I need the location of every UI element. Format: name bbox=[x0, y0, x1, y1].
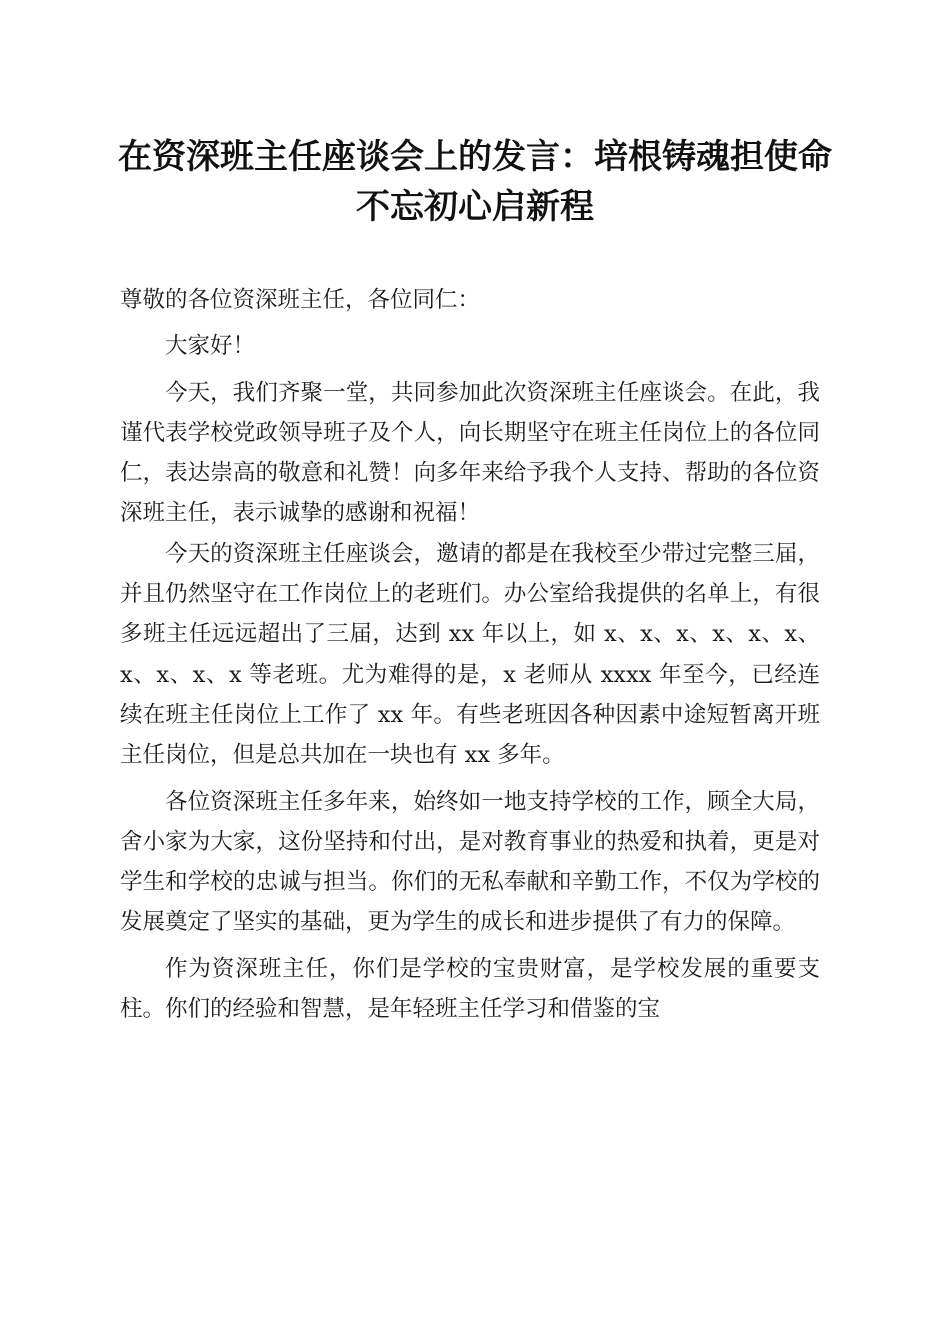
paragraph: 今天的资深班主任座谈会，邀请的都是在我校至少带过完整三届，并且仍然坚守在工作岗位上的老班们。办公室给我提供的名单上，有很多班主任远远超出了三届，达到 xx 年以上，如 x、x、x、x、x、x、x、x、x、x 等老班。尤为难得的是，x 老师从 xxxx 年至今，已经连续在班主任岗位上工作了 xx 年。有些老班因各种因素中途短暂离开班主任岗位，但是总共加在一块也有 xx 多年。 bbox=[120, 540, 820, 769]
salutation: 尊敬的各位资深班主任，各位同仁： bbox=[120, 287, 481, 313]
paragraph: 今天，我们齐聚一堂，共同参加此次资深班主任座谈会。在此，我谨代表学校党政领导班子及个人，向长期坚守在班主任岗位上的各位同仁，表达崇高的敬意和礼赞！向多年来给予我个人支持、帮助的各位资深班主任，表示诚挚的感谢和祝福！ bbox=[120, 379, 820, 527]
paragraph: 各位资深班主任多年来，始终如一地支持学校的工作，顾全大局，舍小家为大家，这份坚持和付出，是对教育事业的热爱和执着，更是对学生和学校的忠诚与担当。你们的无私奉献和辛勤工作，不仅为学校的发展奠定了坚实的基础，更为学生的成长和进步提供了有力的保障。 bbox=[120, 788, 820, 936]
document-title: 在资深班主任座谈会上的发言：培根铸魂担使命不忘初心启新程 bbox=[118, 137, 832, 227]
document-body bbox=[120, 280, 820, 1029]
paragraph: 作为资深班主任，你们是学校的宝贵财富，是学校发展的重要支柱。你们的经验和智慧，是年轻班主任学习和借鉴的宝 bbox=[120, 955, 820, 1023]
greeting: 大家好！ bbox=[165, 333, 256, 360]
